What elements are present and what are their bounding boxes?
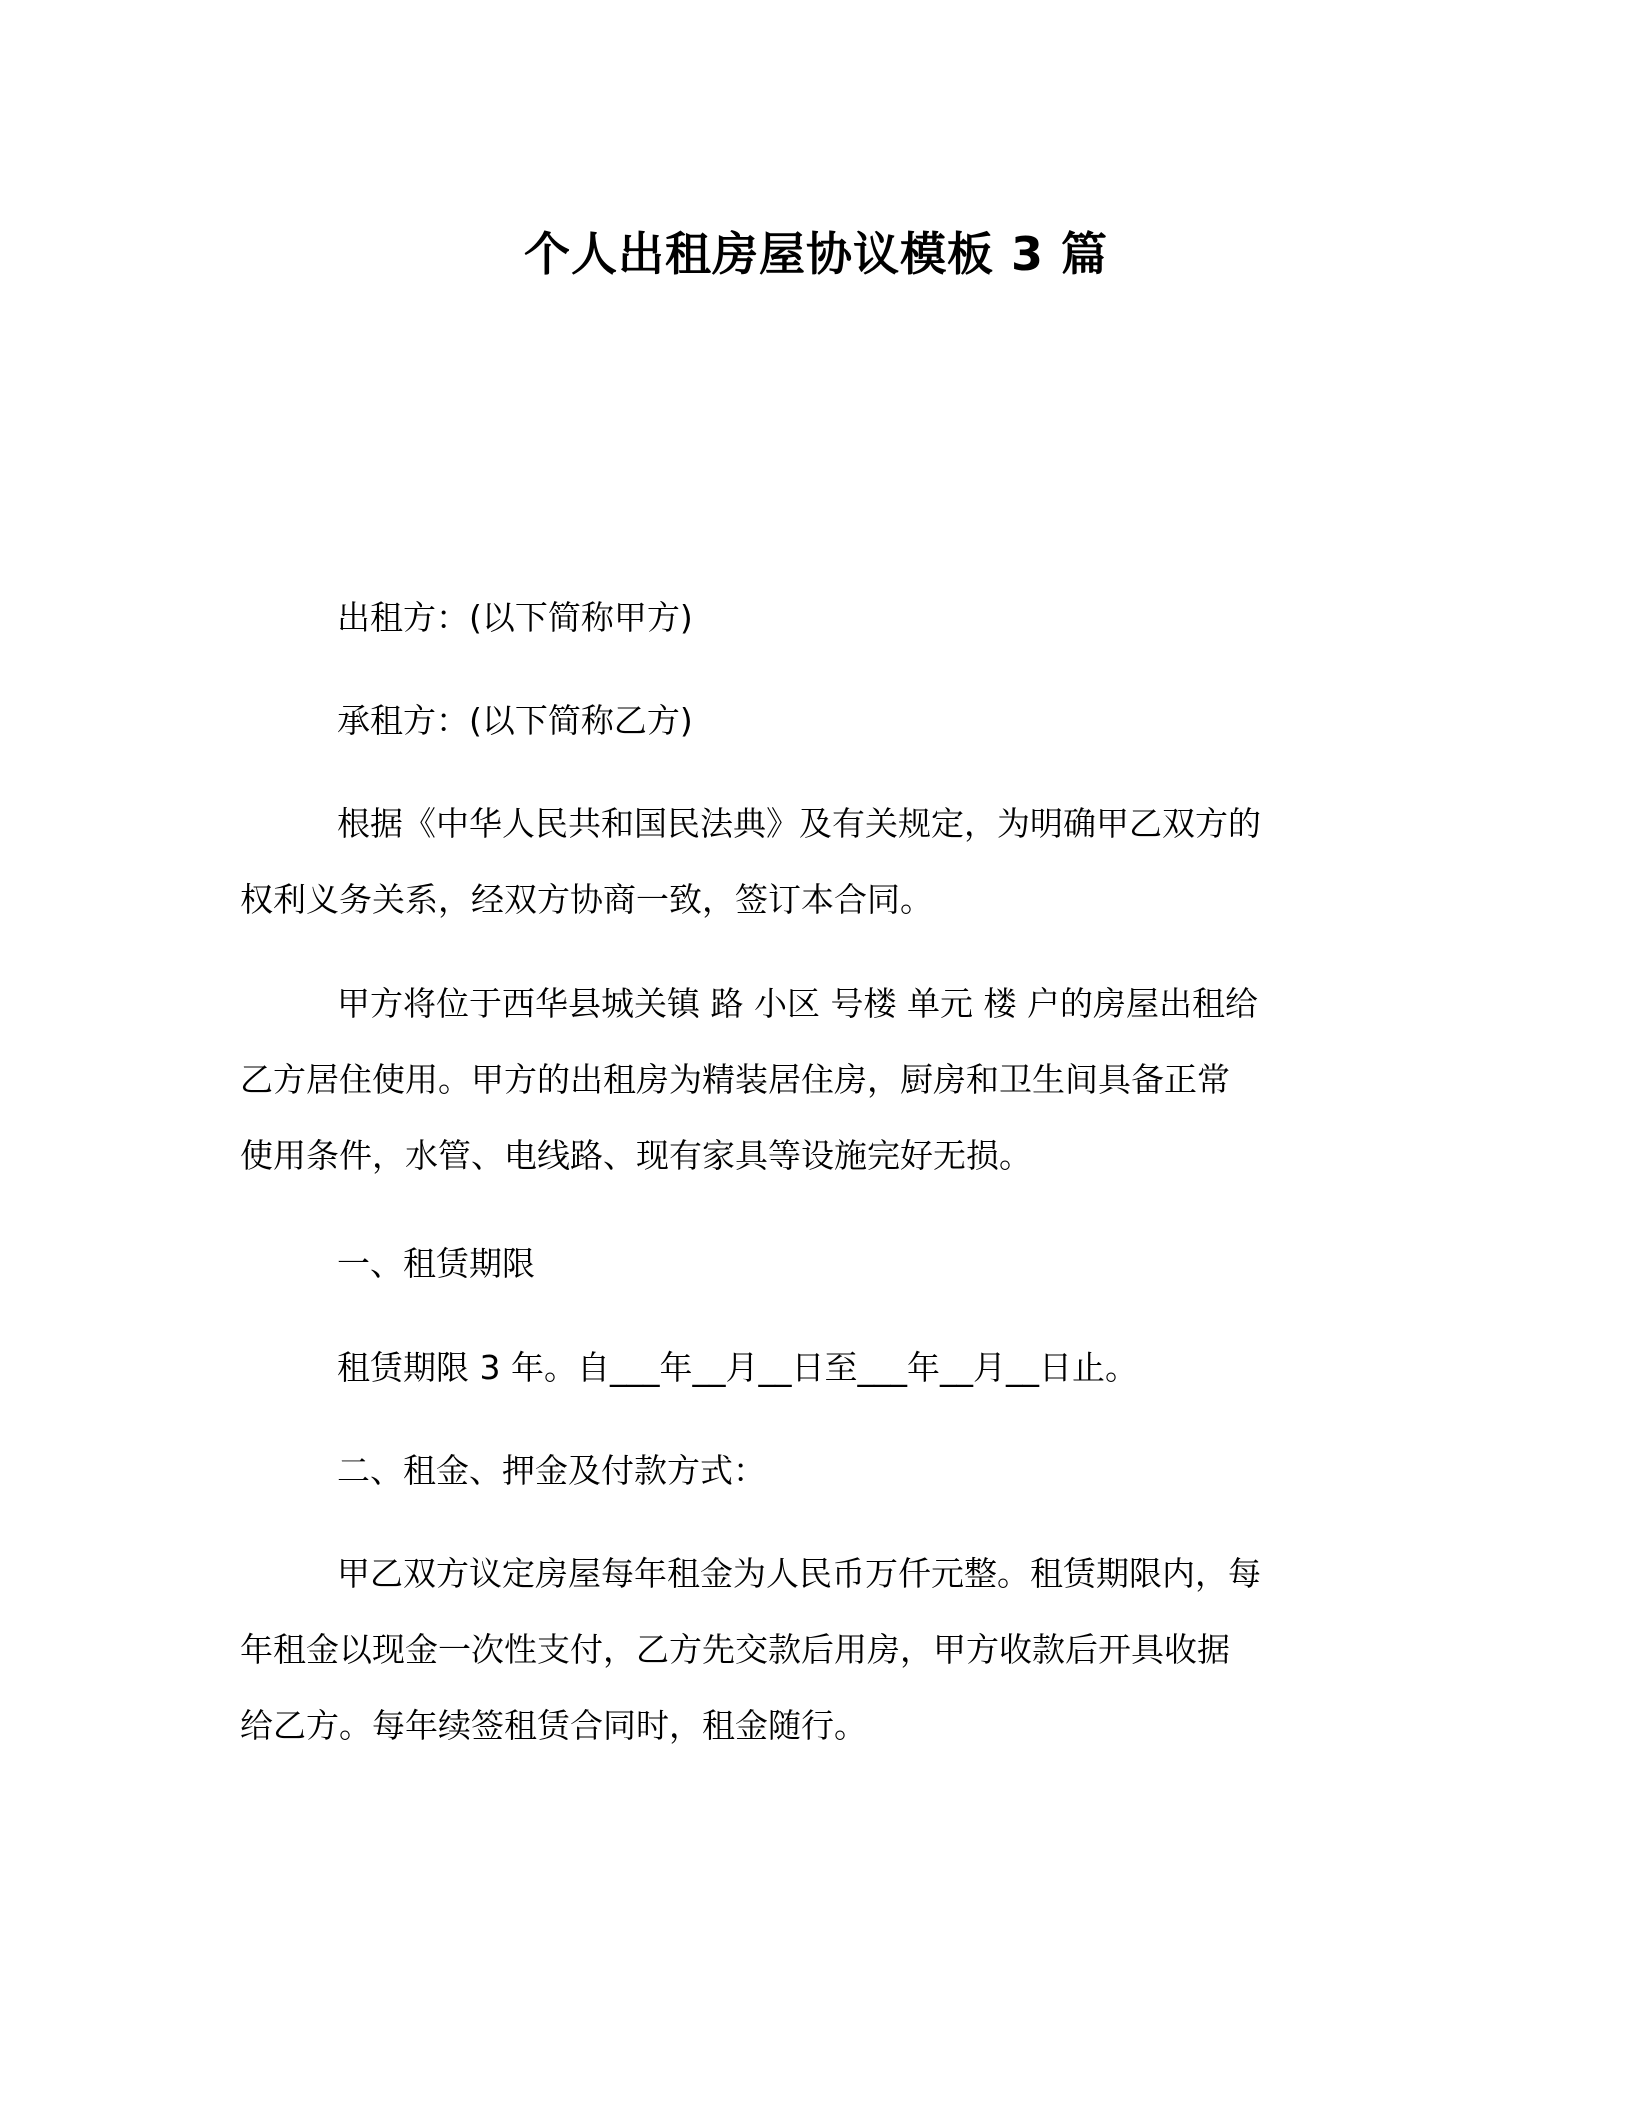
rent-line-1: 甲乙双方议定房屋每年租金为人民币万仟元整。租赁期限内，每 <box>337 1554 1261 1593</box>
section2-heading <box>240 1433 1390 1509</box>
section1-body <box>240 1330 1390 1406</box>
section1-heading-text: 一、租赁期限 <box>337 1244 535 1283</box>
rent-line-2: 年租金以现金一次性支付，乙方先交款后用房，甲方收款后开具收据 <box>240 1630 1230 1669</box>
lessor-line <box>240 580 1390 656</box>
section1-heading <box>240 1226 1390 1302</box>
lessor-text: 出租方：(以下简称甲方) <box>337 598 693 637</box>
premises-paragraph <box>240 966 1390 1194</box>
intro-line-1: 根据《中华人民共和国民法典》及有关规定，为明确甲乙双方的 <box>337 804 1261 843</box>
premises-line-3: 使用条件，水管、电线路、现有家具等设施完好无损。 <box>240 1136 1032 1175</box>
section1-body-text: 租赁期限 3 年。自___年__月__日至___年__月__日止。 <box>337 1348 1138 1387</box>
intro-paragraph <box>240 786 1390 938</box>
lessee-text: 承租方：(以下简称乙方) <box>337 701 693 740</box>
premises-line-1: 甲方将位于西华县城关镇 路 小区 号楼 单元 楼 户的房屋出租给 <box>337 984 1258 1023</box>
section2-heading-text: 二、租金、押金及付款方式： <box>337 1451 766 1490</box>
lessee-line <box>240 683 1390 759</box>
rent-paragraph <box>240 1536 1390 1764</box>
premises-line-2: 乙方居住使用。甲方的出租房为精装居住房，厨房和卫生间具备正常 <box>240 1060 1230 1099</box>
rent-line-3: 给乙方。每年续签租赁合同时，租金随行。 <box>240 1706 867 1745</box>
document-title: 个人出租房屋协议模板 3 篇 <box>523 227 1109 281</box>
intro-line-2: 权利义务关系，经双方协商一致，签订本合同。 <box>240 880 933 919</box>
